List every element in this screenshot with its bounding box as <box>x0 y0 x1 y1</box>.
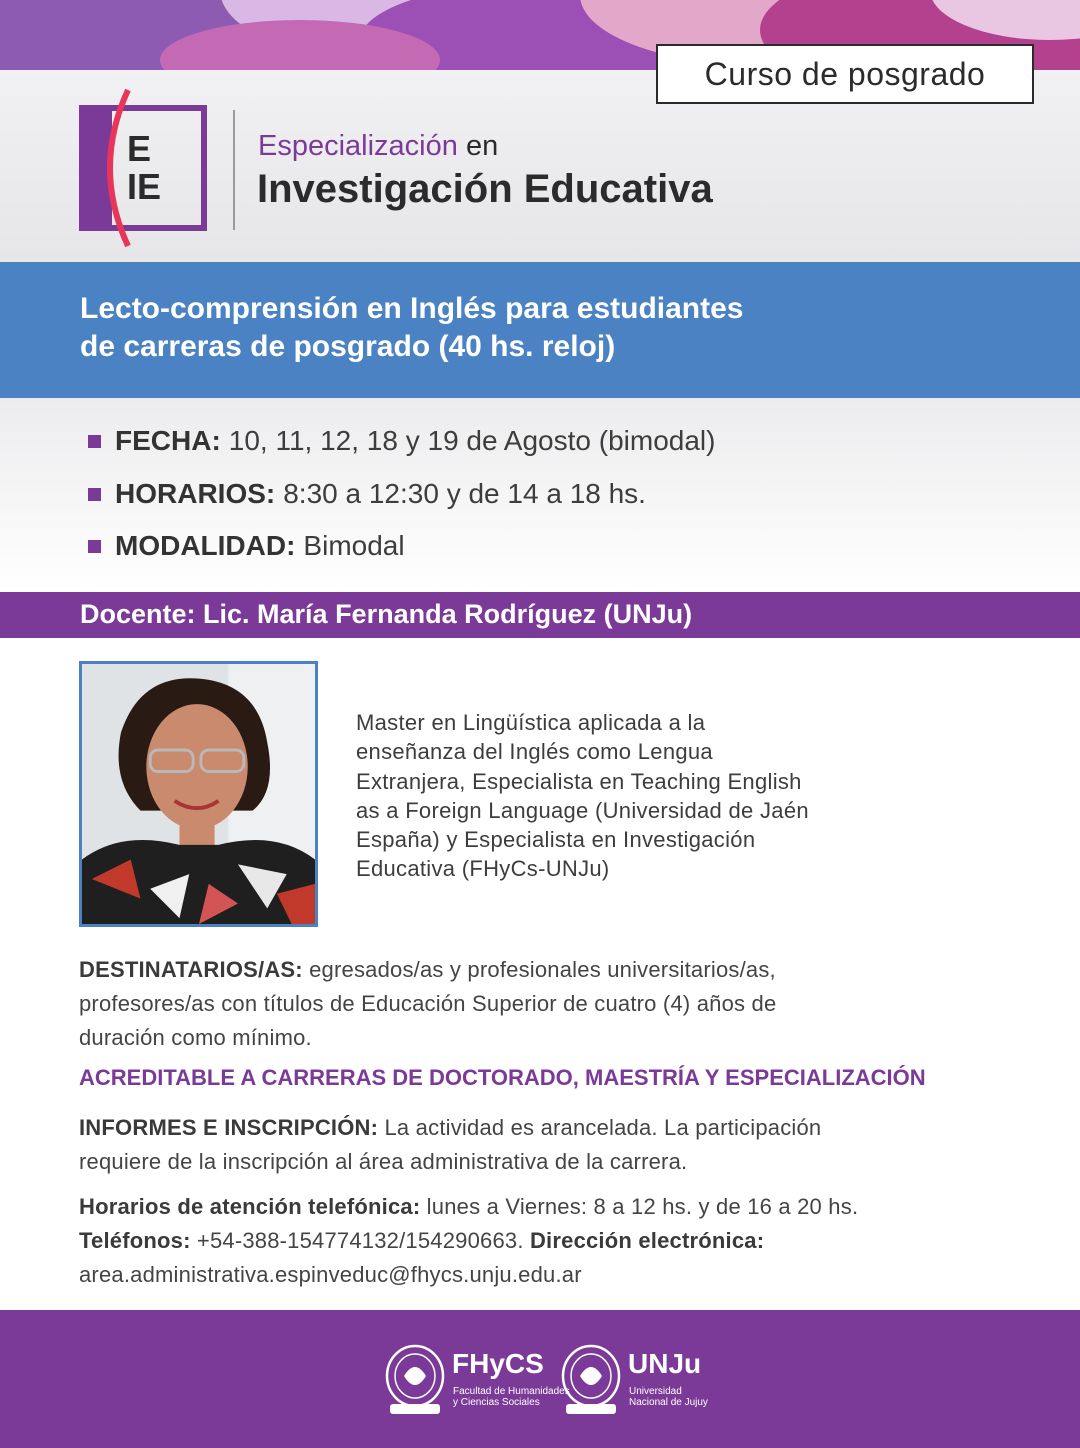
logo-letters-ie: IE <box>127 166 162 207</box>
bio-line: España) y Especialista en Investigación <box>356 827 756 853</box>
unju-name: UNJu <box>628 1348 702 1379</box>
informes-text: La actividad es arancelada. La participación <box>378 1115 822 1140</box>
informes-text: requiere de la inscripción al área administrativa de la carrera. <box>79 1149 688 1174</box>
bio-line: Extranjera, Especialista en Teaching English <box>356 768 802 794</box>
email-address[interactable]: area.administrativa.espinveduc@fhycs.unju.edu.ar <box>79 1262 582 1287</box>
horarios-atencion-value: lunes a Viernes: 8 a 12 hs. y de 16 a 20 hs. <box>420 1194 859 1219</box>
detail-fecha-value: 10, 11, 12, 18 y 19 de Agosto (bimodal) <box>228 425 716 456</box>
bullet-square-icon <box>88 540 101 553</box>
destinatarios-label: DESTINATARIOS/AS: <box>79 957 303 982</box>
course-title-band <box>0 262 1080 398</box>
footer-band <box>0 1310 1080 1448</box>
bullet-square-icon <box>88 488 101 501</box>
unju-subtitle-1: Universidad <box>629 1386 682 1397</box>
email-label: Dirección electrónica: <box>529 1228 765 1253</box>
fhycs-subtitle-1: Facultad de Humanidades <box>453 1386 570 1397</box>
unju-subtitle-2: Nacional de Jujuy <box>629 1397 708 1408</box>
bio-line: as a Foreign Language (Universidad de Jaén <box>356 797 809 823</box>
telefonos-value: +54-388-154774132/154290663. <box>190 1228 530 1253</box>
informes-paragraph <box>79 1111 1039 1179</box>
bio-line: Educativa (FHyCs-UNJu) <box>356 856 610 882</box>
acreditable-notice: ACREDITABLE A CARRERAS DE DOCTORADO, MAESTRÍA Y ESPECIALIZACIÓN <box>79 1065 926 1090</box>
fhycs-name: FHyCS <box>452 1348 544 1379</box>
destinatarios-paragraph <box>79 953 1039 1055</box>
destinatarios-text: duración como mínimo. <box>79 1025 312 1050</box>
destinatarios-text: egresados/as y profesionales universitarios/as, <box>302 957 776 982</box>
course-title-line1: Lecto-comprensión en Inglés para estudiantes <box>80 292 744 325</box>
informes-label: INFORMES E INSCRIPCIÓN: <box>79 1115 379 1140</box>
logo-title: Investigación Educativa <box>257 167 713 211</box>
logo-subtitle-rest: en <box>457 130 499 162</box>
unju-seal-icon <box>560 1340 622 1420</box>
fhycs-seal-icon <box>384 1340 446 1420</box>
detail-horarios-value: 8:30 a 12:30 y de 14 a 18 hs. <box>283 478 646 509</box>
docente-band <box>0 592 1080 638</box>
logo-subtitle-accent: Especialización <box>258 130 458 162</box>
bullet-square-icon <box>88 435 101 448</box>
eie-logo-icon <box>78 88 213 248</box>
detail-fecha <box>88 425 715 457</box>
telefonos-label: Teléfonos: <box>79 1228 191 1253</box>
detail-modalidad-label: MODALIDAD: <box>115 530 296 561</box>
detail-modalidad-value: Bimodal <box>303 530 405 561</box>
detail-fecha-label: FECHA: <box>115 425 221 456</box>
fhycs-subtitle-2: y Ciencias Sociales <box>453 1397 540 1408</box>
destinatarios-text: profesores/as con títulos de Educación Superior de cuatro (4) años de <box>79 991 777 1016</box>
horarios-atencion-label: Horarios de atención telefónica: <box>79 1194 421 1219</box>
bio-line: Master en Lingüística aplicada a la <box>356 710 706 735</box>
logo-letter-e: E <box>127 128 152 169</box>
bio-line: enseñanza del Inglés como Lengua <box>356 739 713 765</box>
course-type-badge: Curso de posgrado <box>656 44 1034 104</box>
docente-photo <box>79 661 318 927</box>
docente-bio <box>356 708 956 884</box>
logo-divider <box>233 110 235 230</box>
detail-modalidad <box>88 530 405 562</box>
detail-horarios <box>88 478 646 510</box>
detail-horarios-label: HORARIOS: <box>115 478 276 509</box>
course-title-line2: de carreras de posgrado (40 hs. reloj) <box>80 330 616 363</box>
logo-subtitle <box>258 130 498 163</box>
contact-paragraph <box>79 1190 1039 1292</box>
docente-name: Docente: Lic. María Fernanda Rodríguez (UNJu) <box>80 599 693 629</box>
